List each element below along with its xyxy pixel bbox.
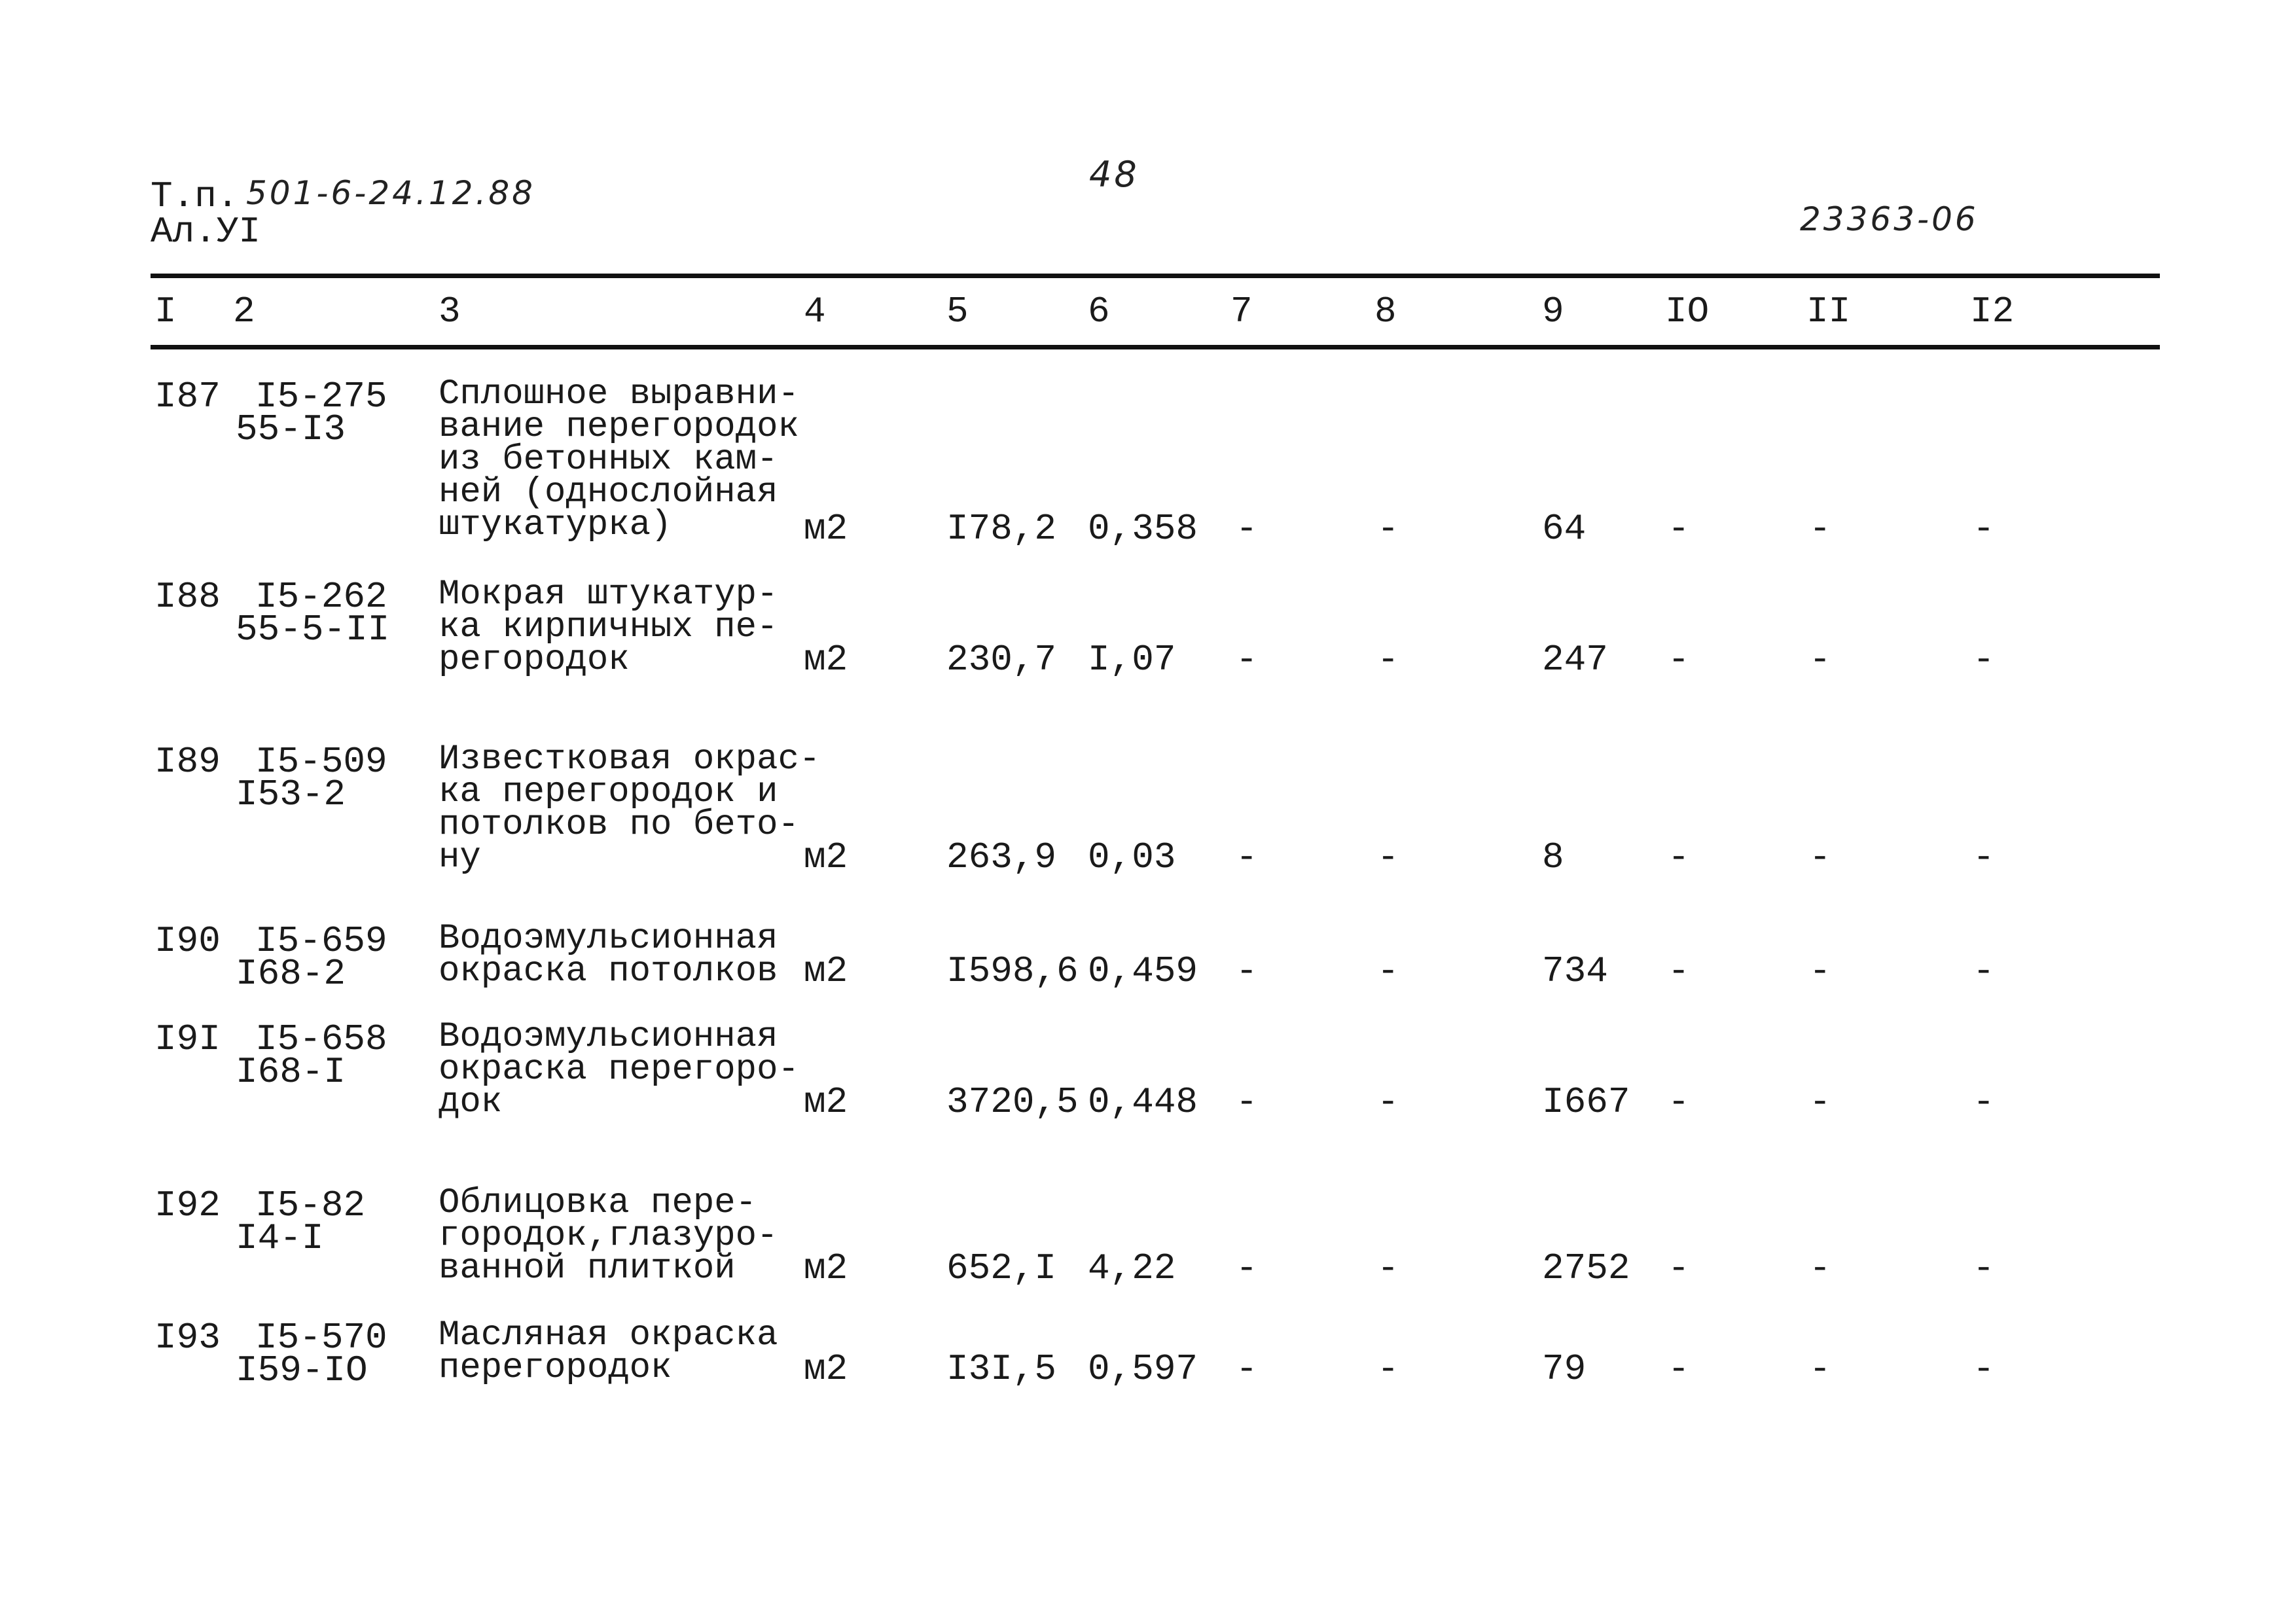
column-header: I2: [1970, 291, 2015, 332]
work-description-line: Водоэмульсионная: [439, 1017, 778, 1057]
norm-code: 55-5-II: [236, 609, 390, 651]
price-code: I5-659: [255, 920, 387, 962]
col12-cell: -: [1973, 508, 1995, 550]
price-code: I5-262: [255, 576, 387, 618]
column-header: 7: [1230, 291, 1253, 332]
work-description-line: Облицовка пере-: [439, 1183, 757, 1223]
rate-cell: 0,358: [1088, 508, 1198, 550]
col10-cell: -: [1668, 836, 1690, 878]
col12-cell: -: [1973, 950, 1995, 992]
col7-cell: -: [1236, 1247, 1258, 1289]
rate-cell: 0,448: [1088, 1081, 1198, 1123]
col7-cell: -: [1236, 1081, 1258, 1123]
norm-code: 55-I3: [236, 408, 346, 450]
column-header: 5: [946, 291, 969, 332]
unit-cell: м2: [804, 508, 848, 550]
quantity-cell: 652,I: [946, 1247, 1057, 1289]
col12-cell: -: [1973, 1348, 1995, 1390]
col11-cell: -: [1809, 950, 1831, 992]
norm-code: I59-IO: [236, 1349, 368, 1391]
col10-cell: -: [1668, 1081, 1690, 1123]
work-description-line: ка кирпичных пе-: [439, 607, 778, 647]
column-header: II: [1806, 291, 1851, 332]
quantity-cell: I3I,5: [946, 1348, 1057, 1390]
col11-cell: -: [1809, 639, 1831, 681]
work-description-line: регородок: [439, 640, 630, 680]
work-description-line: ка перегородок и: [439, 772, 778, 812]
quantity-cell: 3720,5: [946, 1081, 1079, 1123]
series-number: 501-6-24.12.88: [246, 174, 535, 212]
price-code: I5-509: [255, 741, 387, 783]
col10-cell: -: [1668, 639, 1690, 681]
quantity-cell: I78,2: [946, 508, 1057, 550]
unit-cell: м2: [804, 1081, 848, 1123]
document-code: 23363-06: [1800, 200, 1979, 238]
row-number: I87: [154, 376, 221, 418]
norm-code: I4-I: [236, 1217, 324, 1259]
work-description-line: Сплошное выравни-: [439, 374, 799, 414]
work-description-line: ней (однослойная: [439, 473, 778, 512]
col7-cell: -: [1236, 950, 1258, 992]
cost-cell: 8: [1542, 836, 1564, 878]
cost-cell: 247: [1542, 639, 1608, 681]
work-description-line: потолков по бето-: [439, 805, 799, 845]
quantity-cell: I598,6: [946, 950, 1079, 992]
price-code: I5-82: [255, 1185, 366, 1226]
column-header: 2: [233, 291, 255, 332]
col12-cell: -: [1973, 1247, 1995, 1289]
row-number: I89: [154, 741, 221, 783]
col7-cell: -: [1236, 639, 1258, 681]
work-description-line: перегородок: [439, 1348, 672, 1388]
row-number: I92: [154, 1185, 221, 1226]
col11-cell: -: [1809, 836, 1831, 878]
col8-cell: -: [1377, 1348, 1399, 1390]
norm-code: I68-I: [236, 1051, 346, 1093]
col10-cell: -: [1668, 508, 1690, 550]
column-header: 4: [804, 291, 826, 332]
work-description-line: Известковая окрас-: [439, 740, 821, 779]
col11-cell: -: [1809, 508, 1831, 550]
work-description-line: ну: [439, 838, 481, 878]
page-number: 48: [1089, 154, 1139, 195]
row-number: I88: [154, 576, 221, 618]
col8-cell: -: [1377, 1247, 1399, 1289]
price-code: I5-570: [255, 1317, 387, 1359]
unit-cell: м2: [804, 950, 848, 992]
work-description-line: Мокрая штукатур-: [439, 575, 778, 615]
header-bottom-rule: [151, 345, 2160, 349]
price-code: I5-275: [255, 376, 387, 418]
unit-cell: м2: [804, 639, 848, 681]
col10-cell: -: [1668, 1348, 1690, 1390]
col11-cell: -: [1809, 1081, 1831, 1123]
work-description-line: городок,глазуро-: [439, 1216, 778, 1256]
column-header: 8: [1374, 291, 1397, 332]
col8-cell: -: [1377, 950, 1399, 992]
cost-cell: 79: [1542, 1348, 1587, 1390]
row-number: I90: [154, 920, 221, 962]
cost-cell: 734: [1542, 950, 1608, 992]
work-description-line: из бетонных кам-: [439, 440, 778, 480]
cost-cell: 64: [1542, 508, 1587, 550]
col8-cell: -: [1377, 1081, 1399, 1123]
col7-cell: -: [1236, 836, 1258, 878]
work-description-line: Водоэмульсионная: [439, 919, 778, 959]
norm-code: I53-2: [236, 774, 346, 815]
column-header: 3: [439, 291, 461, 332]
work-description-line: ванной плиткой: [439, 1249, 736, 1289]
row-number: I9I: [154, 1018, 221, 1060]
work-description-line: окраска перегоро-: [439, 1050, 799, 1090]
norm-code: I68-2: [236, 953, 346, 995]
work-description-line: окраска потолков: [439, 952, 778, 991]
work-description-line: вание перегородок: [439, 407, 799, 447]
col10-cell: -: [1668, 1247, 1690, 1289]
col12-cell: -: [1973, 639, 1995, 681]
column-header: I: [154, 291, 177, 332]
rate-cell: I,07: [1088, 639, 1176, 681]
unit-cell: м2: [804, 1348, 848, 1390]
unit-cell: м2: [804, 836, 848, 878]
work-description-line: Масляная окраска: [439, 1315, 778, 1355]
col8-cell: -: [1377, 508, 1399, 550]
series-label: Т.п.: [151, 175, 239, 217]
row-number: I93: [154, 1317, 221, 1359]
col12-cell: -: [1973, 836, 1995, 878]
rate-cell: 4,22: [1088, 1247, 1176, 1289]
quantity-cell: 263,9: [946, 836, 1057, 878]
album-label: Ал.УI: [151, 211, 261, 253]
col11-cell: -: [1809, 1247, 1831, 1289]
cost-cell: I667: [1542, 1081, 1630, 1123]
column-header: 6: [1088, 291, 1110, 332]
col8-cell: -: [1377, 836, 1399, 878]
unit-cell: м2: [804, 1247, 848, 1289]
quantity-cell: 230,7: [946, 639, 1057, 681]
table-top-rule: [151, 274, 2160, 278]
col10-cell: -: [1668, 950, 1690, 992]
col11-cell: -: [1809, 1348, 1831, 1390]
price-code: I5-658: [255, 1018, 387, 1060]
col7-cell: -: [1236, 508, 1258, 550]
col12-cell: -: [1973, 1081, 1995, 1123]
rate-cell: 0,459: [1088, 950, 1198, 992]
cost-cell: 2752: [1542, 1247, 1630, 1289]
rate-cell: 0,597: [1088, 1348, 1198, 1390]
col7-cell: -: [1236, 1348, 1258, 1390]
col8-cell: -: [1377, 639, 1399, 681]
column-header: 9: [1542, 291, 1564, 332]
rate-cell: 0,03: [1088, 836, 1176, 878]
column-header: IO: [1665, 291, 1710, 332]
work-description-line: док: [439, 1082, 503, 1122]
work-description-line: штукатурка): [439, 505, 672, 545]
